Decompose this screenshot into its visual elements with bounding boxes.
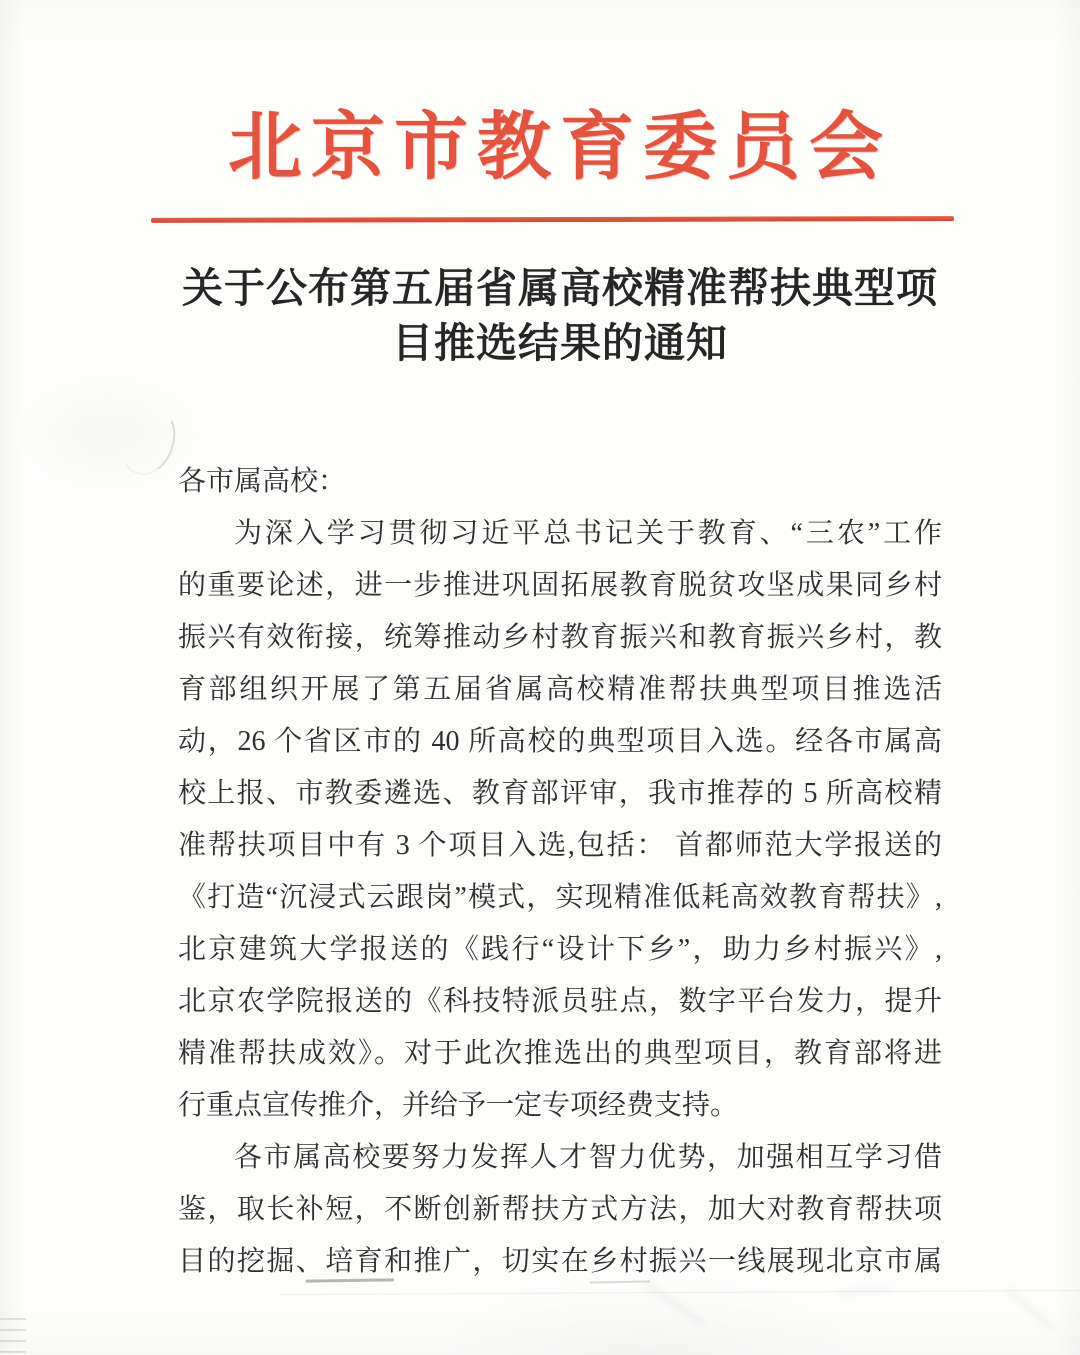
- body-line: 行重点宣传推介，并给予一定专项经费支持。: [178, 1090, 739, 1121]
- body-line: 目的挖掘、培育和推广，切实在乡村振兴一线展现北京市属: [178, 1246, 942, 1277]
- body-line: 为深入学习贯彻习近平总书记关于教育、“三农”工作: [234, 518, 942, 549]
- document-title: [40, 261, 1080, 371]
- scan-artifact-hairline: [280, 1290, 1080, 1295]
- body-line: 各市属高校要努力发挥人才智力优势，加强相互学习借: [234, 1142, 942, 1173]
- scan-artifact-edge-lines: [0, 1318, 26, 1355]
- body-line: 北京农学院报送的《科技特派员驻点，数字平台发力，提升: [178, 986, 942, 1017]
- body-line: 鉴，取长补短，不断创新帮扶方式方法，加大对教育帮扶项: [178, 1194, 942, 1225]
- body-line: 《打造“沉浸式云跟岗”模式，实现精准低耗高效教育帮扶》,: [178, 882, 942, 913]
- body-line: 育部组织开展了第五届省属高校精准帮扶典型项目推选活: [178, 674, 942, 705]
- agency-letterhead: 北京市教育委员会: [228, 107, 892, 189]
- document-body: [178, 456, 942, 1288]
- body-line: 的重要论述，进一步推进巩固拓展教育脱贫攻坚成果同乡村: [178, 570, 942, 601]
- letterhead-divider: [151, 216, 954, 223]
- salutation-line: 各市属高校：: [178, 466, 347, 497]
- body-line: 动，26 个省区市的 40 所高校的典型项目入选。经各市属高: [178, 726, 942, 757]
- body-line: 北京建筑大学报送的《践行“设计下乡”，助力乡村振兴》,: [178, 934, 942, 965]
- scan-artifact-smudge: [1005, 1287, 1055, 1331]
- body-line: 校上报、市教委遴选、教育部评审，我市推荐的 5 所高校精: [178, 778, 942, 809]
- title-line-1: 关于公布第五届省属高校精准帮扶典型项: [182, 265, 938, 311]
- body-line: 准帮扶项目中有 3 个项目入选,包括： 首都师范大学报送的: [178, 830, 942, 861]
- scan-artifact-crease: [118, 403, 181, 481]
- body-line: 振兴有效衔接，统筹推动乡村教育振兴和教育振兴乡村，教: [178, 622, 942, 653]
- title-line-2: 目推选结果的通知: [392, 320, 728, 366]
- body-line: 精准帮扶成效》。对于此次推选出的典型项目，教育部将进: [178, 1038, 942, 1069]
